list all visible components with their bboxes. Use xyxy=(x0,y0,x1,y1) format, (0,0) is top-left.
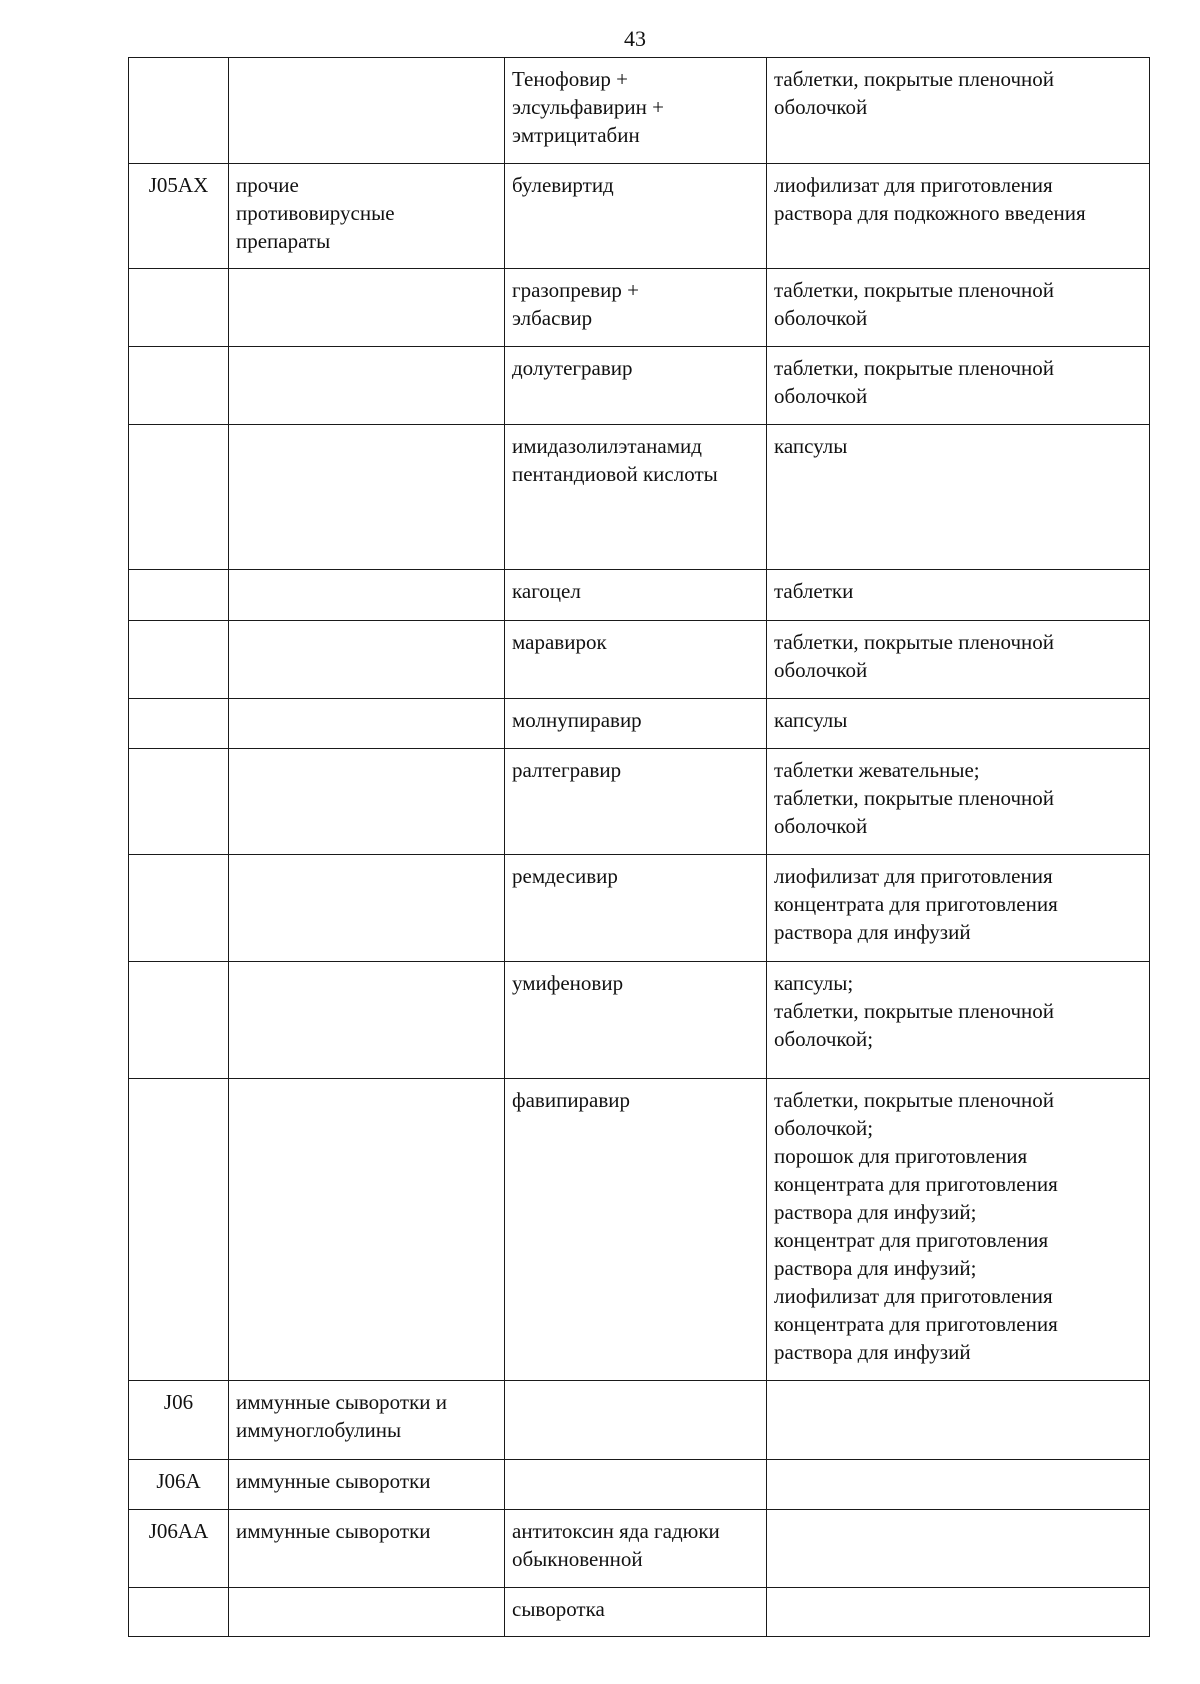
atc-code-cell xyxy=(129,621,229,699)
dosage-form-cell: таблетки, покрытые пленочной оболочкой; порошок для приготовления концентрата для приготовления раствора для инфузий; концентрат для приготовления раствора для инфузий; лиофилизат для приготовления концентрата для приготовления раствора для инфузий xyxy=(767,1079,1150,1381)
drug-name-cell: маравирок xyxy=(505,621,767,699)
table-row xyxy=(129,425,1150,570)
drug-name-cell: долутегравир xyxy=(505,347,767,425)
atc-code-cell: J06A xyxy=(129,1460,229,1510)
group-cell xyxy=(229,621,505,699)
atc-code-cell xyxy=(129,1588,229,1637)
group-cell: иммунные сыворотки xyxy=(229,1510,505,1588)
atc-code-cell xyxy=(129,570,229,621)
table-row xyxy=(129,1381,1150,1460)
drug-name-cell: булевиртид xyxy=(505,164,767,269)
dosage-form-cell: капсулы xyxy=(767,699,1150,749)
dosage-form-cell: таблетки жевательные; таблетки, покрытые пленочной оболочкой xyxy=(767,749,1150,855)
atc-code-cell xyxy=(129,269,229,347)
table-row xyxy=(129,621,1150,699)
drug-name-cell: умифеновир xyxy=(505,962,767,1079)
atc-code-cell: J06AA xyxy=(129,1510,229,1588)
table-row xyxy=(129,749,1150,855)
dosage-form-cell: лиофилизат для приготовления концентрата для приготовления раствора для инфузий xyxy=(767,855,1150,962)
table-row xyxy=(129,1588,1150,1637)
table-row xyxy=(129,1510,1150,1588)
dosage-form-cell: таблетки, покрытые пленочной оболочкой xyxy=(767,621,1150,699)
dosage-form-cell: таблетки, покрытые пленочной оболочкой xyxy=(767,58,1150,164)
group-cell xyxy=(229,1079,505,1381)
group-cell xyxy=(229,269,505,347)
atc-code-cell: J06 xyxy=(129,1381,229,1460)
table-row xyxy=(129,962,1150,1079)
table-row xyxy=(129,1079,1150,1381)
table-row xyxy=(129,699,1150,749)
group-cell xyxy=(229,749,505,855)
page-number: 43 xyxy=(624,26,646,51)
table-row xyxy=(129,164,1150,269)
dosage-form-cell: таблетки, покрытые пленочной оболочкой xyxy=(767,269,1150,347)
table-row xyxy=(129,347,1150,425)
table-row xyxy=(129,570,1150,621)
drug-name-cell xyxy=(505,1460,767,1510)
drug-name-cell: Тенофовир + элсульфавирин + эмтрицитабин xyxy=(505,58,767,164)
dosage-form-cell: лиофилизат для приготовления раствора для подкожного введения xyxy=(767,164,1150,269)
table-row xyxy=(129,1460,1150,1510)
drug-name-cell: антитоксин яда гадюки обыкновенной xyxy=(505,1510,767,1588)
atc-code-cell xyxy=(129,347,229,425)
drug-name-cell: сыворотка xyxy=(505,1588,767,1637)
drug-name-cell: имидазолилэтанамид пентандиовой кислоты xyxy=(505,425,767,570)
group-cell xyxy=(229,347,505,425)
dosage-form-cell: таблетки xyxy=(767,570,1150,621)
drug-name-cell: гразопревир + элбасвир xyxy=(505,269,767,347)
drug-name-cell xyxy=(505,1381,767,1460)
dosage-form-cell xyxy=(767,1460,1150,1510)
group-cell xyxy=(229,570,505,621)
dosage-form-cell: таблетки, покрытые пленочной оболочкой xyxy=(767,347,1150,425)
atc-code-cell xyxy=(129,58,229,164)
atc-code-cell xyxy=(129,699,229,749)
drug-name-cell: молнупиравир xyxy=(505,699,767,749)
atc-code-cell xyxy=(129,962,229,1079)
drug-name-cell: фавипиравир xyxy=(505,1079,767,1381)
medication-table xyxy=(128,57,1150,1637)
group-cell: прочие противовирусные препараты xyxy=(229,164,505,269)
atc-code-cell xyxy=(129,1079,229,1381)
dosage-form-cell xyxy=(767,1381,1150,1460)
dosage-form-cell: капсулы xyxy=(767,425,1150,570)
atc-code-cell xyxy=(129,425,229,570)
atc-code-cell xyxy=(129,749,229,855)
group-cell: иммунные сыворотки и иммуноглобулины xyxy=(229,1381,505,1460)
group-cell: иммунные сыворотки xyxy=(229,1460,505,1510)
atc-code-cell: J05AX xyxy=(129,164,229,269)
group-cell xyxy=(229,58,505,164)
drug-name-cell: ралтегравир xyxy=(505,749,767,855)
dosage-form-cell xyxy=(767,1588,1150,1637)
dosage-form-cell: капсулы; таблетки, покрытые пленочной оболочкой; xyxy=(767,962,1150,1079)
group-cell xyxy=(229,962,505,1079)
dosage-form-cell xyxy=(767,1510,1150,1588)
atc-code-cell xyxy=(129,855,229,962)
group-cell xyxy=(229,699,505,749)
drug-name-cell: ремдесивир xyxy=(505,855,767,962)
table-row xyxy=(129,58,1150,164)
drug-name-cell: кагоцел xyxy=(505,570,767,621)
group-cell xyxy=(229,855,505,962)
group-cell xyxy=(229,425,505,570)
group-cell xyxy=(229,1588,505,1637)
table-row xyxy=(129,855,1150,962)
table-row xyxy=(129,269,1150,347)
